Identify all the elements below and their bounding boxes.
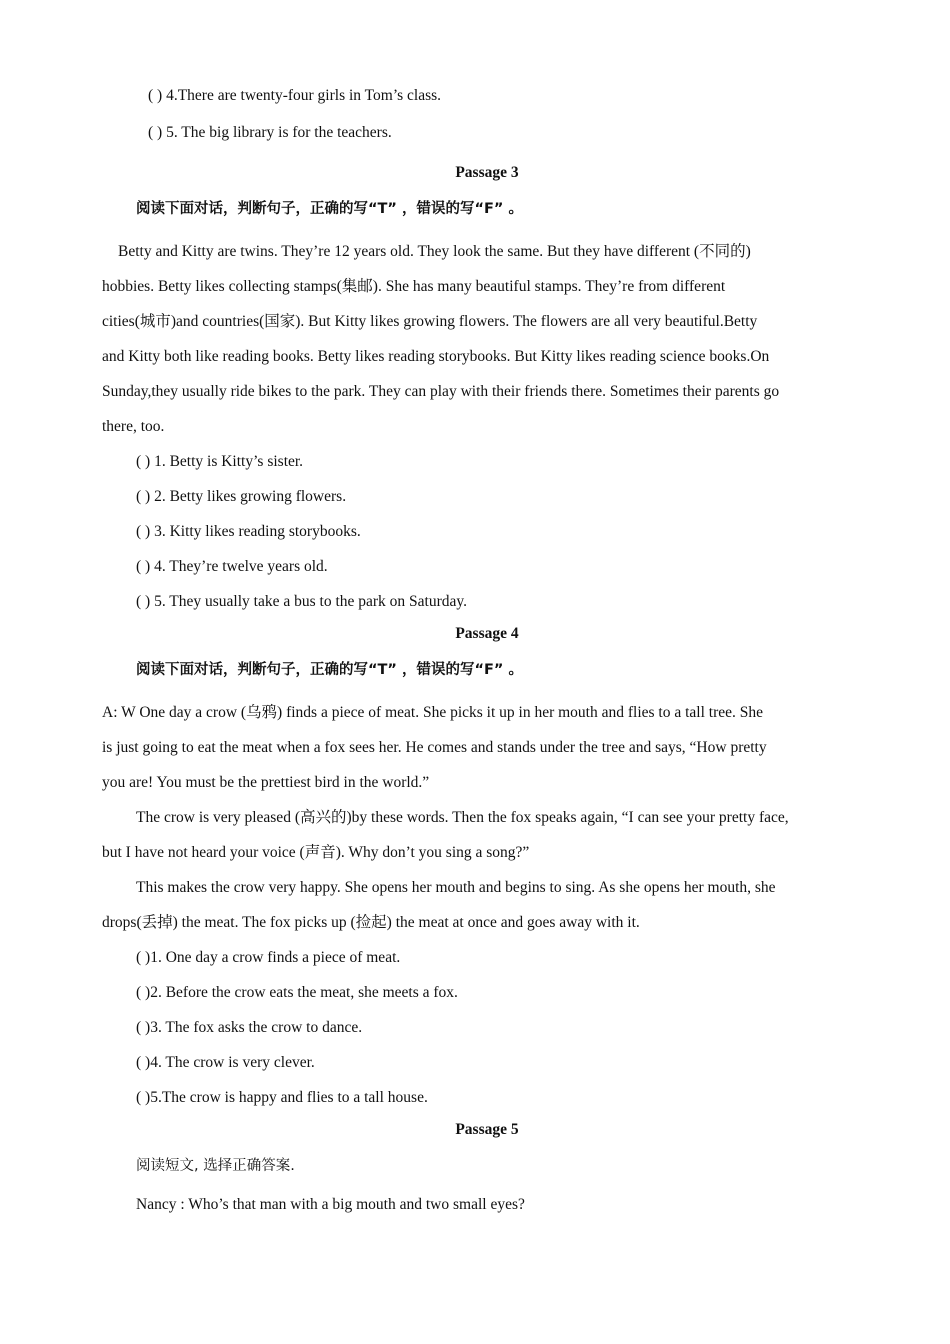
passage-5-dialogue-line: Nancy : Who’s that man with a big mouth and two small eyes? <box>136 1196 525 1213</box>
passage-4-p1-line-3: you are! You must be the prettiest bird in the world.” <box>102 774 430 791</box>
passage-3-line-4: and Kitty both like reading books. Betty likes reading storybooks. But Kitty likes reading science books.On <box>102 348 770 365</box>
passage-3-question-4: ( ) 4. They’re twelve years old. <box>136 558 328 575</box>
passage-4-p3-line-2: drops(丢掉) the meat. The fox picks up (捡起) the meat at once and goes away with it. <box>102 914 640 931</box>
passage-3-line-2: hobbies. Betty likes collecting stamps(集邮). She has many beautiful stamps. They’re from different <box>102 278 726 295</box>
passage-5-instruction: 阅读短文, 选择正确答案. <box>136 1158 295 1174</box>
passage-4-p1-line-1: A: W One day a crow (乌鸦) finds a piece of meat. She picks it up in her mouth and flies to a tall tree. She <box>102 704 764 721</box>
passage-4-p2-line-2: but I have not heard your voice (声音). Why don’t you sing a song?” <box>102 844 530 861</box>
passage-5-heading: Passage 5 <box>455 1121 519 1138</box>
passage-3-question-5: ( ) 5. They usually take a bus to the park on Saturday. <box>136 593 468 610</box>
passage-3-question-1: ( ) 1. Betty is Kitty’s sister. <box>136 453 304 470</box>
passage-4-question-3: ( )3. The fox asks the crow to dance. <box>136 1019 363 1036</box>
passage-4-question-1: ( )1. One day a crow finds a piece of meat. <box>136 949 401 966</box>
passage-3-instruction: 阅读下面对话，判断句子，正确的写“T” ，错误的写“F” 。 <box>136 201 524 217</box>
passage-4-instruction: 阅读下面对话，判断句子，正确的写“T” ，错误的写“F” 。 <box>136 662 524 678</box>
passage-4-question-2: ( )2. Before the crow eats the meat, she meets a fox. <box>136 984 458 1001</box>
passage-4-question-4: ( )4. The crow is very clever. <box>136 1054 315 1071</box>
passage-4-p3-line-1: This makes the crow very happy. She opens her mouth and begins to sing. As she opens her mouth, she <box>136 879 776 896</box>
passage-3-line-5: Sunday,they usually ride bikes to the park. They can play with their friends there. Sometimes their parents go <box>102 383 780 400</box>
passage-3-question-2: ( ) 2. Betty likes growing flowers. <box>136 488 347 505</box>
passage-3-line-1: Betty and Kitty are twins. They’re 12 years old. They look the same. But they have different (不同的) <box>118 243 751 260</box>
passage-3-line-3: cities(城市)and countries(国家). But Kitty likes growing flowers. The flowers are all very beautiful.Betty <box>102 313 758 330</box>
passage-3-heading: Passage 3 <box>455 164 519 181</box>
question-5: ( ) 5. The big library is for the teachers. <box>148 124 392 141</box>
passage-4-question-5: ( )5.The crow is happy and flies to a tall house. <box>136 1089 428 1106</box>
passage-3-question-3: ( ) 3. Kitty likes reading storybooks. <box>136 523 361 540</box>
passage-4-p2-line-1: The crow is very pleased (高兴的)by these words. Then the fox speaks again, “I can see your pretty face, <box>136 809 789 826</box>
passage-4-p1-line-2: is just going to eat the meat when a fox sees her. He comes and stands under the tree and says, “How pretty <box>102 739 767 756</box>
question-4: ( ) 4.There are twenty-four girls in Tom’s class. <box>148 87 442 104</box>
passage-4-heading: Passage 4 <box>455 625 519 642</box>
passage-3-line-6: there, too. <box>102 418 165 435</box>
